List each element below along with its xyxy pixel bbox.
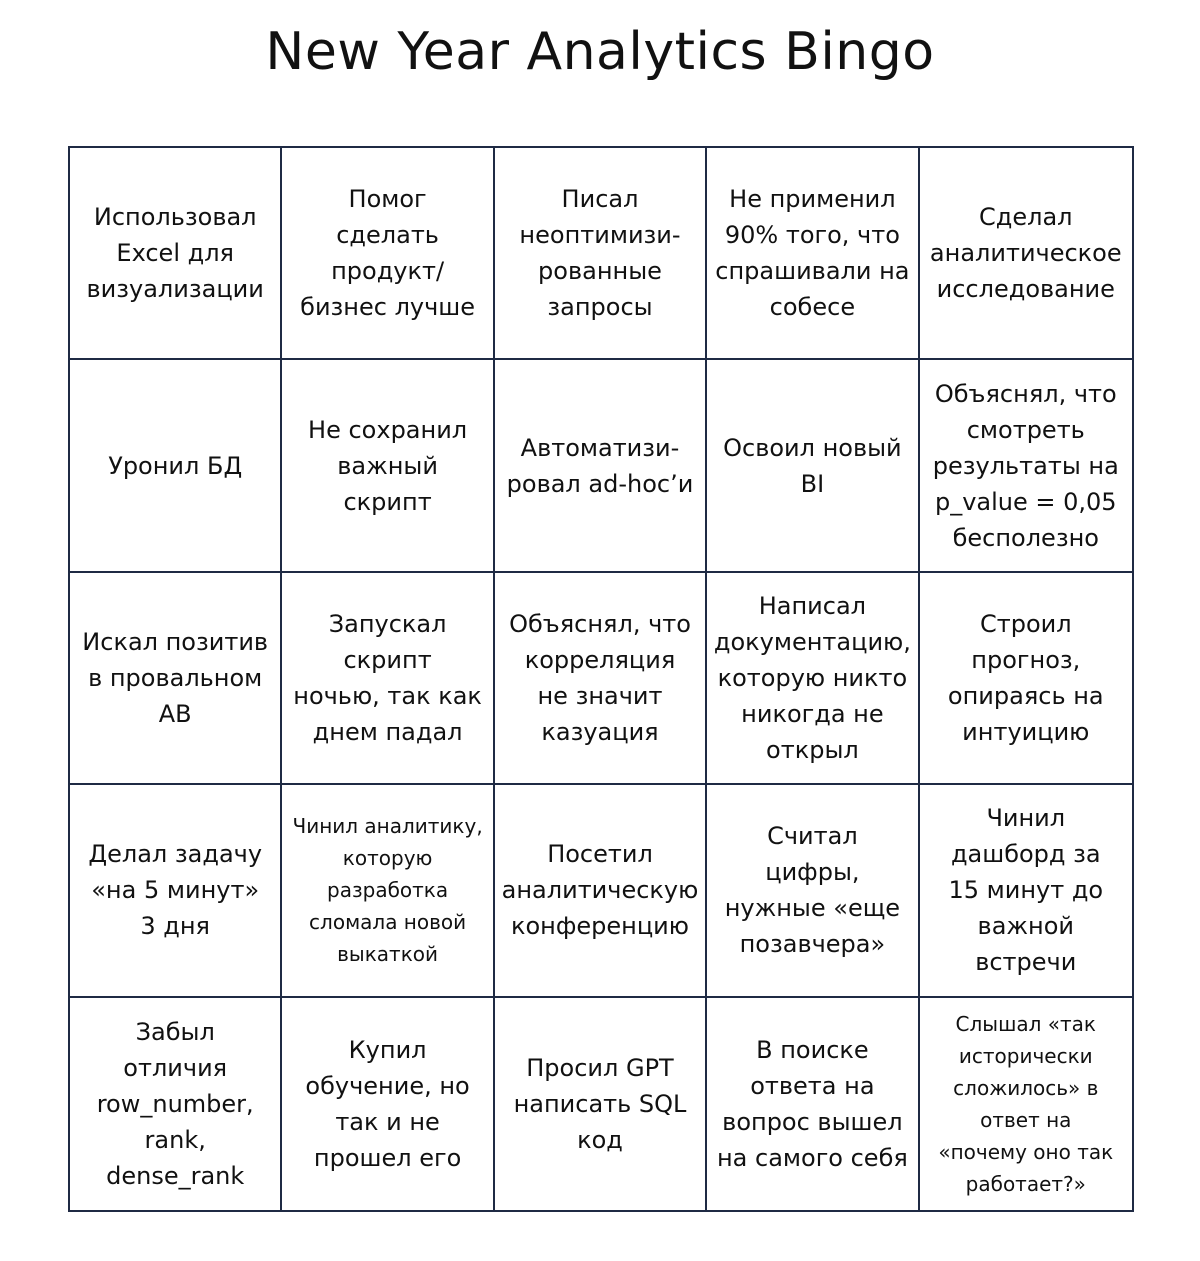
bingo-cell: В поиске ответа на вопрос вышел на самого себя [707,998,919,1210]
bingo-cell: Купил обучение, но так и не прошел его [282,998,494,1210]
bingo-cell: Чинил дашборд за 15 минут до важной встречи [920,785,1132,997]
bingo-cell: Забыл отличия row_number, rank, dense_rank [70,998,282,1210]
bingo-cell: Автоматизи- ровал ad-hoc’и [495,360,707,572]
bingo-cell: Не применил 90% того, что спрашивали на собесе [707,148,919,360]
bingo-cell: Объяснял, что смотреть результаты на p_value = 0,05 бесполезно [920,360,1132,572]
bingo-cell: Писал неоптимизи- рованные запросы [495,148,707,360]
bingo-cell: Использовал Excel для визуализации [70,148,282,360]
bingo-cell: Сделал аналитическое исследование [920,148,1132,360]
bingo-cell: Посетил аналитическую конференцию [495,785,707,997]
bingo-cell: Строил прогноз, опираясь на интуицию [920,573,1132,785]
bingo-cell: Делал задачу «на 5 минут» 3 дня [70,785,282,997]
bingo-cell: Искал позитив в провальном АВ [70,573,282,785]
bingo-cell: Объяснял, что корреляция не значит казуация [495,573,707,785]
bingo-cell: Просил GPT написать SQL код [495,998,707,1210]
page-title: New Year Analytics Bingo [265,22,935,82]
bingo-cell: Не сохранил важный скрипт [282,360,494,572]
bingo-grid [68,146,1134,1212]
bingo-cell: Чинил аналитику, которую разработка сломала новой выкаткой [282,785,494,997]
bingo-cell: Освоил новый BI [707,360,919,572]
bingo-cell: Считал цифры, нужные «еще позавчера» [707,785,919,997]
bingo-cell: Уронил БД [70,360,282,572]
bingo-cell: Запускал скрипт ночью, так как днем падал [282,573,494,785]
bingo-cell: Помог сделать продукт/ бизнес лучше [282,148,494,360]
bingo-cell: Написал документацию, которую никто никогда не открыл [707,573,919,785]
bingo-cell: Слышал «так исторически сложилось» в ответ на «почему оно так работает?» [938,1011,1114,1196]
